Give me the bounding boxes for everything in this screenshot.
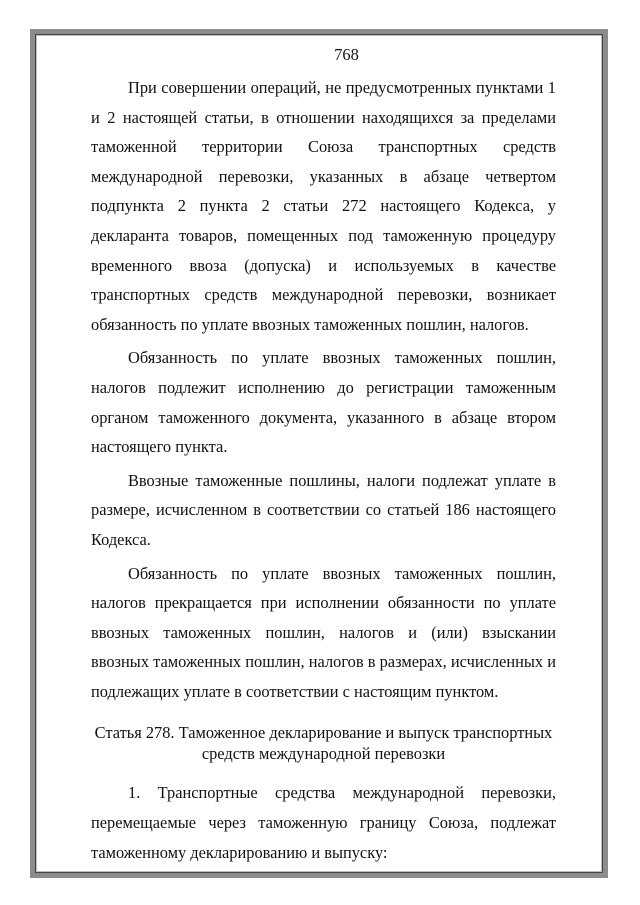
page-number: 768 (334, 45, 359, 64)
paragraph: Обязанность по уплате ввозных таможенных пошлин, налогов прекращается при исполнении обязанности по уплате ввозных таможенных пошлин, налогов и (или) взыскании ввозных таможенных пошлин, налогов в размерах, исчисленных и подлежащих уплате в соответствии с настоящим пунктом. (91, 563, 556, 701)
article-heading (91, 722, 556, 764)
document-page (30, 29, 608, 878)
paragraph: Ввозные таможенные пошлины, налоги подлежат уплате в размере, исчисленном в соответствии со статьей 186 настоящего Кодекса. (91, 470, 556, 549)
article-heading-line: Статья 278. Таможенное декларирование и выпуск транспортных (94, 723, 553, 743)
article-heading-line: средств международной перевозки (201, 744, 446, 764)
paragraph: При совершении операций, не предусмотренных пунктами 1 и 2 настоящей статьи, в отношении находящихся за пределами таможенной территории Союза транспортных средств международной перевозки, указанных в абзаце четвертом подпункта 2 пункта 2 статьи 272 настоящего Кодекса, у декларанта товаров, помещенных под таможенную процедуру временного ввоза (допуска) и используемых в качестве транспортных средств международной перевозки, возникает обязанность по уплате ввозных таможенных пошлин, налогов. (91, 78, 556, 334)
paragraph: 1. Транспортные средства международной перевозки, перемещаемые через таможенную границу Союза, подлежат таможенному декларированию и выпуску: (91, 783, 556, 862)
paragraph: Обязанность по уплате ввозных таможенных пошлин, налогов подлежит исполнению до регистрации таможенным органом таможенного документа, указанного в абзаце втором настоящего пункта. (91, 348, 556, 457)
page-content (91, 44, 556, 867)
